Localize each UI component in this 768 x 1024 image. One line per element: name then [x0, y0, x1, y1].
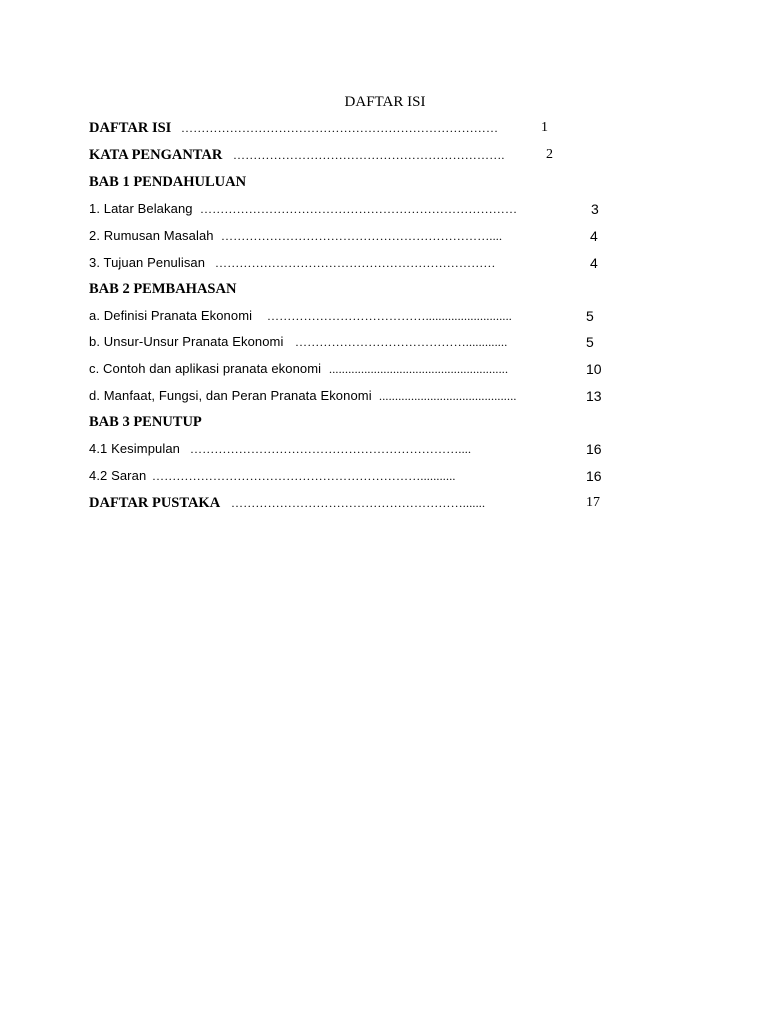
- toc-entry-latar-belakang: [89, 200, 609, 218]
- toc-entry-label: 3. Tujuan Penulisan: [89, 255, 206, 270]
- toc-entry-kata-pengantar: [89, 146, 559, 164]
- toc-entry-daftar-isi: [89, 119, 559, 137]
- toc-entry-saran: [89, 467, 609, 485]
- toc-leader-dots: …………………………………………………………....: [221, 229, 503, 243]
- toc-entry-label: 2. Rumusan Masalah: [89, 228, 214, 243]
- toc-page-number: 4: [590, 228, 598, 244]
- toc-entry-rumusan-masalah: [89, 227, 609, 245]
- toc-page-number: 10: [586, 361, 602, 377]
- toc-leader-dots: ………………………………………………………….: [233, 148, 505, 162]
- toc-leader-dots: ...........................................: [379, 389, 517, 403]
- toc-entry-label: KATA PENGANTAR: [89, 147, 223, 163]
- toc-entry-tujuan-penulisan: [89, 254, 609, 272]
- toc-leader-dots: …………………………………….............: [295, 335, 508, 349]
- toc-page-number: 16: [586, 441, 602, 457]
- page-title: DAFTAR ISI: [344, 94, 426, 110]
- toc-entry-kesimpulan: [89, 440, 609, 458]
- toc-entry-label: c. Contoh dan aplikasi pranata ekonomi: [89, 361, 322, 376]
- toc-leader-dots: …………………………………...........................: [267, 309, 512, 323]
- toc-leader-dots: ………………………………………………….......: [231, 496, 486, 510]
- toc-leader-dots: …………………………………………………………...........: [152, 469, 456, 483]
- toc-entry-label: d. Manfaat, Fungsi, dan Peran Pranata Ekonomi: [89, 388, 372, 403]
- toc-leader-dots: …………………………………………………………....: [190, 442, 472, 456]
- toc-entry-label: DAFTAR PUSTAKA: [89, 495, 221, 511]
- toc-entry-label: 1. Latar Belakang: [89, 201, 193, 216]
- toc-leader-dots: ……………………………………………………………………: [181, 121, 499, 135]
- toc-leader-dots: ……………………………………………………………………: [200, 202, 518, 216]
- toc-page-number: 4: [590, 255, 598, 271]
- toc-page-number: 3: [591, 201, 599, 217]
- toc-leader-dots: ........................................................: [329, 362, 509, 376]
- toc-entry-label: 4.1 Kesimpulan: [89, 441, 181, 456]
- toc-page-number: 17: [586, 495, 600, 510]
- toc-entry-daftar-pustaka: [89, 494, 609, 512]
- toc-entry-label: b. Unsur-Unsur Pranata Ekonomi: [89, 334, 284, 349]
- toc-page-number: 13: [586, 388, 602, 404]
- toc-entry-definisi: [89, 307, 609, 325]
- toc-chapter-heading-bab2: BAB 2 PEMBAHASAN: [89, 281, 237, 297]
- toc-leader-dots: ……………………………………………………………: [215, 256, 496, 270]
- toc-entry-label: DAFTAR ISI: [89, 120, 172, 136]
- toc-page-number: 16: [586, 468, 602, 484]
- toc-page-number: 5: [586, 334, 594, 350]
- toc-entry-contoh: [89, 360, 609, 378]
- toc-chapter-heading-bab3: BAB 3 PENUTUP: [89, 414, 202, 430]
- toc-page-number: 2: [546, 147, 553, 162]
- toc-page-number: 1: [541, 120, 548, 135]
- toc-chapter-heading-bab1: BAB 1 PENDAHULUAN: [89, 174, 247, 190]
- toc-entry-unsur: [89, 333, 609, 351]
- toc-page-number: 5: [586, 308, 594, 324]
- toc-entry-label: 4.2 Saran: [89, 468, 147, 483]
- toc-entry-manfaat: [89, 387, 609, 405]
- toc-entry-label: a. Definisi Pranata Ekonomi: [89, 308, 253, 323]
